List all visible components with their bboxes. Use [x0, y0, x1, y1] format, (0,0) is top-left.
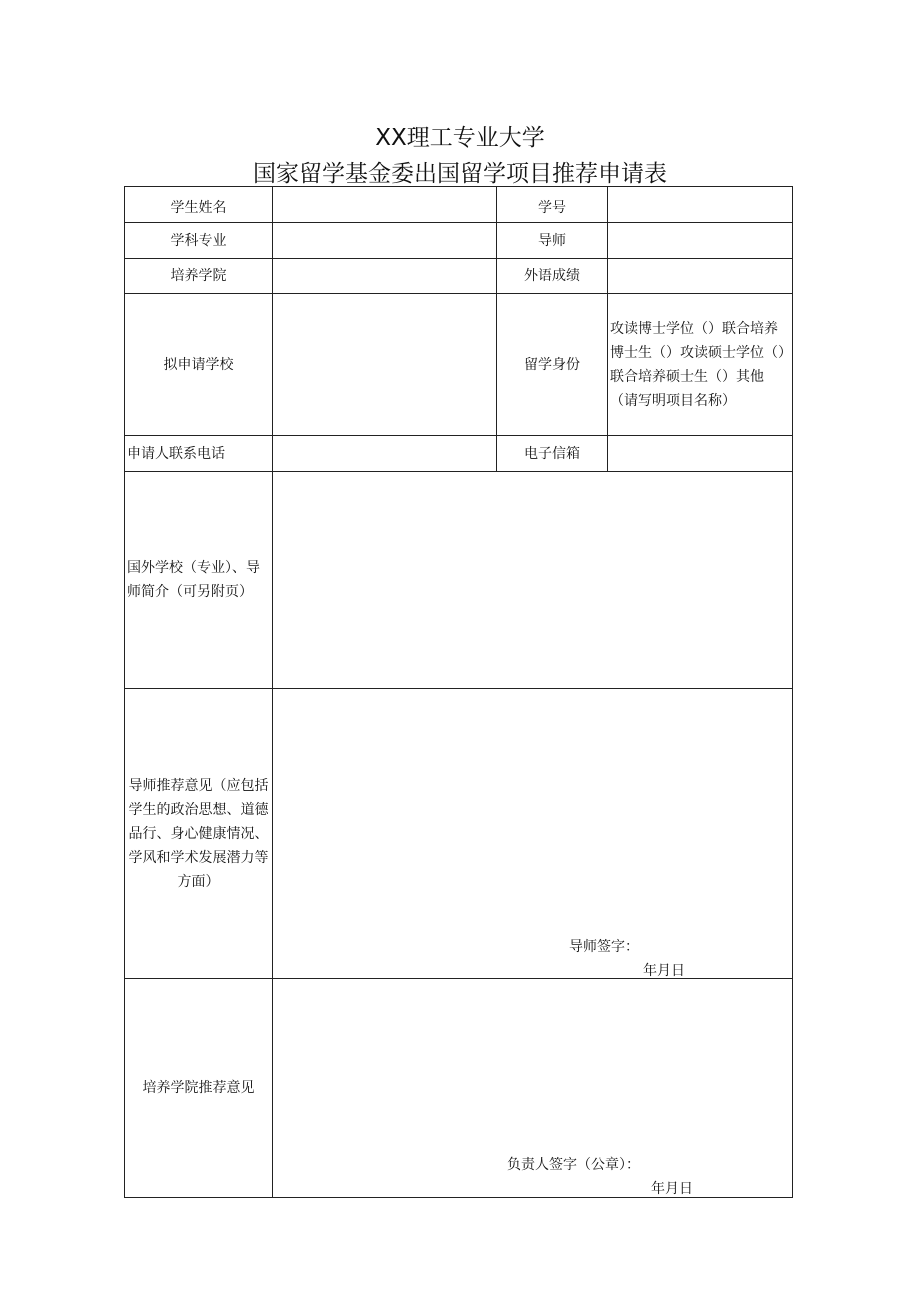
major-label: 学科专业: [125, 223, 273, 259]
page-title-form: 国家留学基金委出国留学项目推荐申请表: [253, 161, 667, 187]
language-score-field[interactable]: [608, 259, 793, 294]
phone-label: 申请人联系电话: [125, 436, 273, 472]
row-college-opinion: [125, 979, 793, 1198]
student-id-field[interactable]: [608, 187, 793, 223]
advisor-date-label: 年月日: [643, 963, 685, 979]
application-form-table: [124, 186, 793, 1198]
student-name-label: 学生姓名: [125, 187, 273, 223]
language-score-label: 外语成绩: [497, 259, 608, 294]
study-status-label: 留学身份: [497, 294, 608, 436]
advisor-field[interactable]: [608, 223, 793, 259]
row-advisor-opinion: [125, 689, 793, 979]
college-field[interactable]: [273, 259, 497, 294]
college-opinion-label: 培养学院推荐意见: [125, 979, 273, 1198]
college-label: 培养学院: [125, 259, 273, 294]
target-school-field[interactable]: [273, 294, 497, 436]
row-foreign-school: [125, 472, 793, 689]
major-field[interactable]: [273, 223, 497, 259]
email-label: 电子信箱: [497, 436, 608, 472]
row-contact: [125, 436, 793, 472]
advisor-opinion-field[interactable]: [273, 689, 793, 979]
advisor-opinion-label: 导师推荐意见（应包括学生的政治思想、道德品行、身心健康情况、学风和学术发展潜力等方面）: [125, 689, 273, 979]
row-target-school: [125, 294, 793, 436]
college-opinion-field[interactable]: [273, 979, 793, 1198]
foreign-school-field[interactable]: [273, 472, 793, 689]
row-student-name: [125, 187, 793, 223]
advisor-signature-label: 导师签字：: [569, 939, 639, 955]
leader-date-label: 年月日: [651, 1181, 693, 1197]
student-id-label: 学号: [497, 187, 608, 223]
row-major: [125, 223, 793, 259]
leader-signature-label: 负责人签字（公章）：: [507, 1157, 640, 1173]
student-name-field[interactable]: [273, 187, 497, 223]
target-school-label: 拟申请学校: [125, 294, 273, 436]
phone-field[interactable]: [273, 436, 497, 472]
foreign-school-label: 国外学校（专业）、导师简介（可另附页）: [125, 472, 273, 689]
advisor-label: 导师: [497, 223, 608, 259]
page-title-university: XX理工专业大学: [375, 125, 545, 151]
email-field[interactable]: [608, 436, 793, 472]
study-status-options[interactable]: 攻读博士学位（）联合培养博士生（）攻读硕士学位（）联合培养硕士生（）其他（请写明项目名称）: [608, 294, 793, 436]
row-college: [125, 259, 793, 294]
